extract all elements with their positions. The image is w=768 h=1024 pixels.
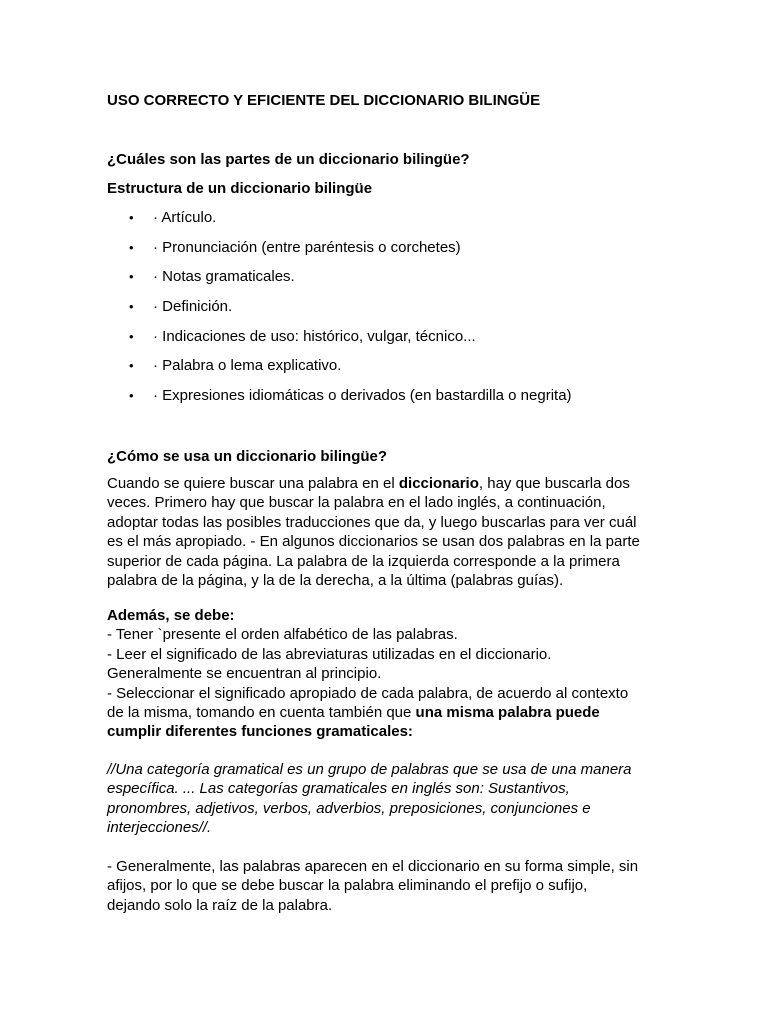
bullet-icon: • [129, 388, 134, 404]
paragraph-heading: Además, se debe: [107, 607, 235, 624]
paragraph-line: - Seleccionar el significado apropiado de cada palabra, de acuerdo al contexto [107, 684, 629, 702]
list-item [107, 208, 572, 238]
list-item [107, 356, 572, 386]
paragraph-additional [107, 606, 659, 742]
paragraph-line: palabra de la página, y la de la derecha, a la última (palabras guías). [107, 572, 564, 590]
paragraph-line: específica. ... Las categorías gramaticales en inglés son: Sustantivos, [107, 780, 570, 798]
structure-list [107, 208, 572, 416]
list-item [107, 297, 572, 327]
paragraph-line: interjecciones//. [107, 819, 212, 837]
list-item-text: · Definición. [153, 298, 233, 316]
paragraph-line: //Una categoría gramatical es un grupo de palabras que se usa de una manera [107, 761, 632, 778]
bold-text-run: diccionario [398, 475, 479, 492]
list-item [107, 238, 572, 268]
bullet-icon: • [129, 269, 134, 285]
paragraph-line [107, 703, 659, 722]
bullet-icon: • [129, 239, 134, 255]
bullet-icon: • [129, 299, 134, 315]
text-run: de la misma, tomando en cuenta también que [107, 704, 416, 722]
question-usage: ¿Cómo se usa un diccionario bilingüe? [107, 448, 388, 465]
bullet-icon: • [129, 358, 134, 374]
bullet-icon: • [129, 328, 134, 344]
paragraph-line: pronombres, adjetivos, verbos, adverbios, preposiciones, conjunciones e [107, 799, 591, 817]
list-item [107, 267, 572, 297]
list-item-text: · Palabra o lema explicativo. [153, 357, 342, 375]
paragraph-line: - Leer el significado de las abreviaturas utilizadas en el diccionario. [107, 645, 552, 663]
paragraph-line: superior de cada página. La palabra de la izquierda corresponde a la primera [107, 552, 620, 570]
paragraph-line: Generalmente se encuentran al principio. [107, 665, 382, 683]
text-run: , hay que buscarla dos [478, 475, 630, 492]
paragraph-line: - Tener `presente el orden alfabético de las palabras. [107, 626, 458, 644]
paragraph-line: veces. Primero hay que buscar la palabra en el lado inglés, a continuación, [107, 494, 606, 512]
bullet-icon: • [129, 210, 134, 225]
paragraph-simple-form [107, 857, 659, 915]
question-parts: ¿Cuáles son las partes de un diccionario bilingüe? [107, 151, 470, 168]
list-item-text: · Notas gramaticales. [153, 268, 295, 286]
bold-text-run: una misma palabra puede [415, 704, 600, 722]
paragraph-grammatical-categories [107, 760, 632, 838]
document-title: USO CORRECTO Y EFICIENTE DEL DICCIONARIO BILINGÜE [107, 92, 541, 109]
subheading-structure: Estructura de un diccionario bilingüe [107, 180, 373, 197]
document-page [107, 0, 659, 1024]
paragraph-line: - Generalmente, las palabras aparecen en el diccionario en su forma simple, sin [107, 858, 639, 875]
list-item-text: · Indicaciones de uso: histórico, vulgar, técnico... [153, 327, 476, 345]
paragraph-line [107, 474, 659, 493]
paragraph-line: es el más apropiado. - En algunos diccionarios se usan dos palabras en la parte [107, 533, 640, 551]
paragraph-line: cumplir diferentes funciones gramaticales: [107, 723, 413, 741]
paragraph-line: dejando solo la raíz de la palabra. [107, 896, 333, 914]
paragraph-line: afijos, por lo que se debe buscar la palabra eliminando el prefijo o sufijo, [107, 877, 588, 895]
list-item-text: · Pronunciación (entre paréntesis o corchetes) [153, 238, 461, 256]
list-item [107, 386, 572, 416]
list-item-text: · Artículo. [153, 209, 217, 226]
list-item [107, 327, 572, 357]
list-item-text: · Expresiones idiomáticas o derivados (en bastardilla o negrita) [153, 387, 572, 405]
paragraph-line: adoptar todas las posibles traducciones que da, y luego buscarlas para ver cuál [107, 513, 637, 531]
paragraph-search [107, 474, 659, 590]
text-run: Cuando se quiere buscar una palabra en el [107, 475, 399, 492]
